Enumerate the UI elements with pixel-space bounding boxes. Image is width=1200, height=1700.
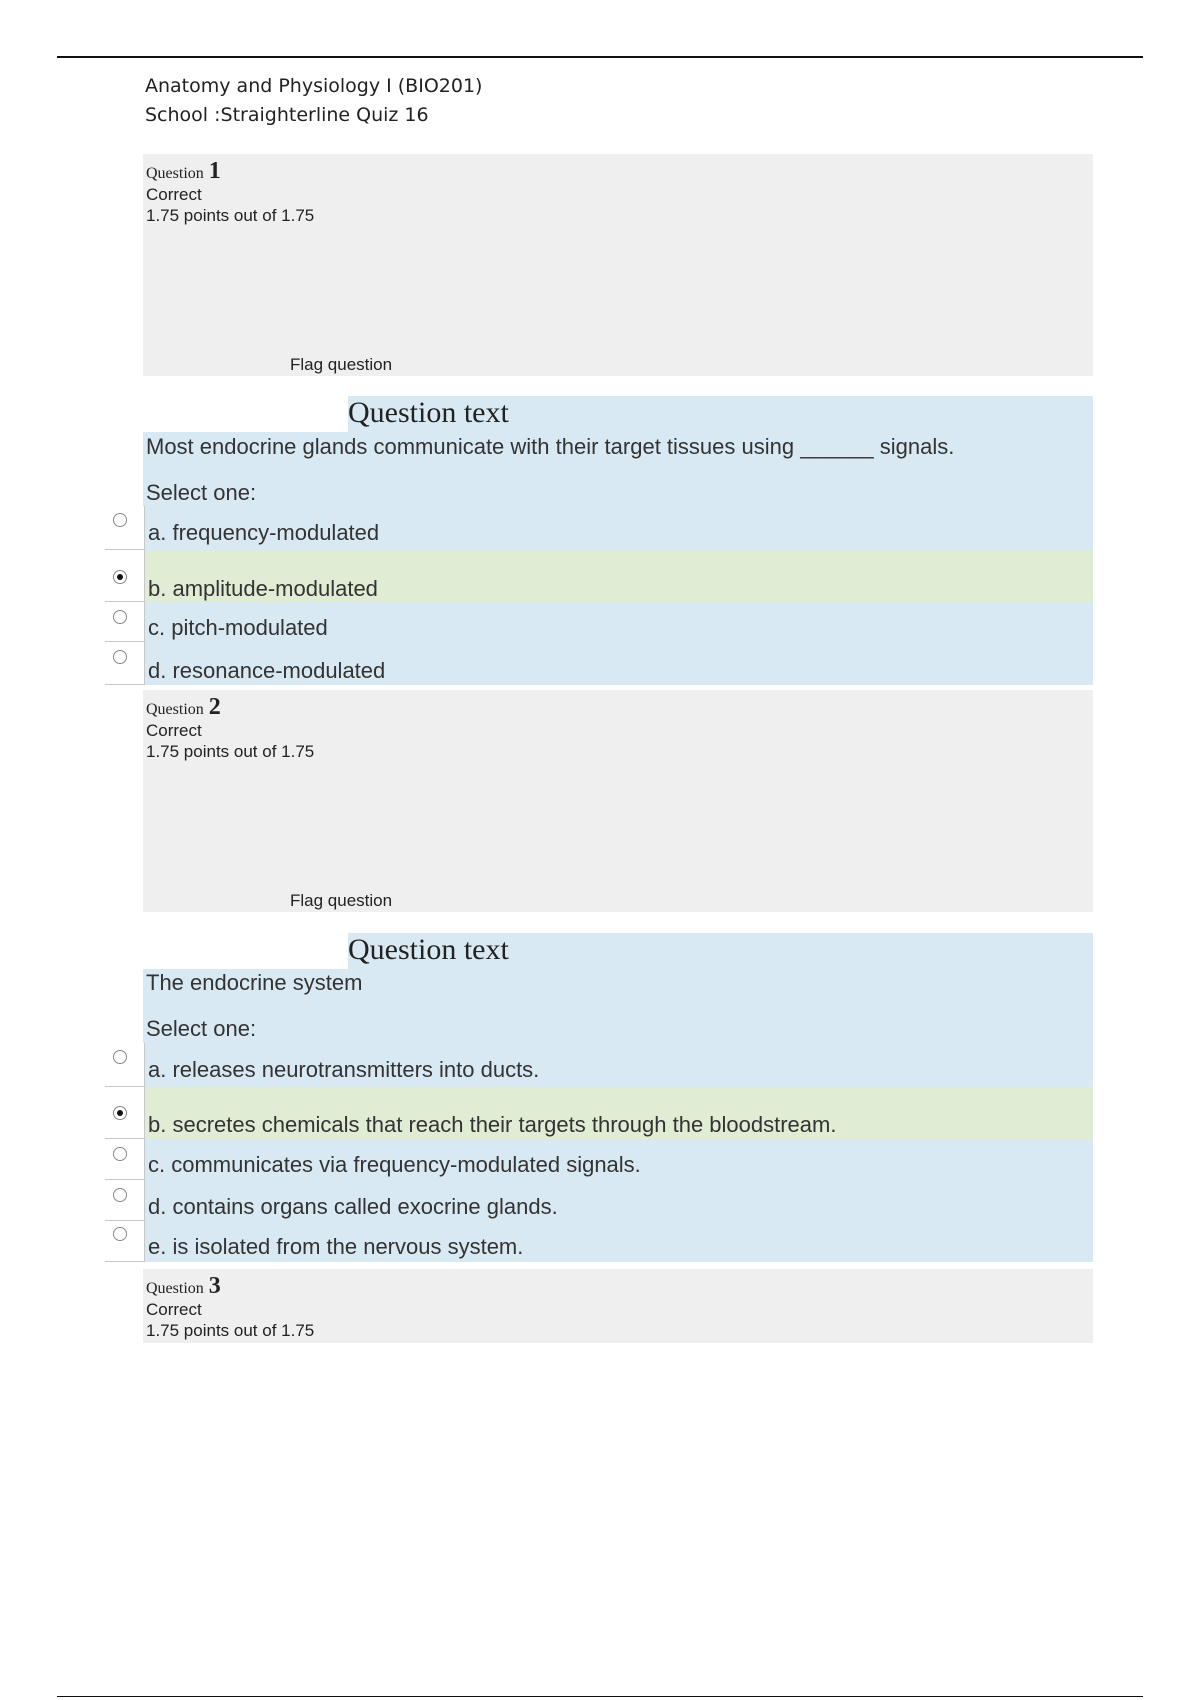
question-1-info — [143, 154, 1093, 376]
question-3-state: Correct — [146, 1300, 202, 1319]
question-number: 1 — [208, 158, 221, 184]
radio-button-checked[interactable] — [113, 570, 127, 584]
radio-button[interactable] — [113, 650, 127, 664]
answer-label: b. secretes chemicals that reach their targets through the bloodstream. — [148, 1112, 837, 1137]
radio-cell — [105, 1139, 145, 1180]
answer-option[interactable] — [105, 1221, 1093, 1262]
question-2-prompt: The endocrine system — [146, 970, 363, 995]
flag-question-link[interactable]: Flag question — [290, 355, 393, 374]
answer-label: c. communicates via frequency-modulated signals. — [148, 1152, 641, 1177]
question-3-grade: 1.75 points out of 1.75 — [146, 1321, 315, 1340]
answer-option[interactable] — [105, 1180, 1093, 1221]
answer-label: d. resonance-modulated — [148, 658, 386, 683]
answer-option[interactable] — [105, 506, 1093, 550]
answer-label: e. is isolated from the nervous system. — [148, 1234, 524, 1259]
question-1-number — [146, 158, 221, 185]
question-3-number — [146, 1273, 221, 1300]
heading-background — [143, 933, 348, 969]
radio-button[interactable] — [113, 1188, 127, 1202]
radio-button[interactable] — [113, 513, 127, 527]
answer-option[interactable] — [105, 602, 1093, 642]
document-header — [145, 72, 482, 130]
answer-label: a. releases neurotransmitters into ducts. — [148, 1057, 540, 1082]
answer-label: d. contains organs called exocrine glands. — [148, 1194, 558, 1219]
answer-label: a. frequency-modulated — [148, 520, 380, 545]
answer-option[interactable] — [105, 1043, 1093, 1087]
question-label: Question — [146, 1280, 204, 1297]
answer-option[interactable] — [105, 1139, 1093, 1180]
question-number: 3 — [208, 1273, 221, 1299]
radio-button[interactable] — [113, 1147, 127, 1161]
answer-label: c. pitch-modulated — [148, 615, 328, 640]
bottom-rule — [57, 1696, 1143, 1697]
radio-cell — [105, 506, 145, 550]
question-label: Question — [146, 165, 204, 182]
radio-button[interactable] — [113, 1050, 127, 1064]
answer-label: b. amplitude-modulated — [148, 576, 378, 601]
radio-button[interactable] — [113, 1227, 127, 1241]
radio-cell — [105, 642, 145, 685]
question-2-heading: Question text — [348, 933, 509, 966]
question-2-number — [146, 694, 221, 721]
answer-option-selected[interactable] — [105, 1087, 1093, 1139]
question-1-heading: Question text — [348, 396, 509, 429]
answer-option[interactable] — [105, 642, 1093, 685]
question-1-prompt: Most endocrine glands communicate with their target tissues using ______ signals. — [146, 434, 955, 459]
radio-cell — [105, 1221, 145, 1262]
select-one-label: Select one: — [146, 480, 257, 505]
answer-option-selected[interactable] — [105, 550, 1093, 602]
question-3-info — [143, 1269, 1093, 1343]
course-title: Anatomy and Physiology I (BIO201) — [145, 75, 483, 97]
question-2-grade: 1.75 points out of 1.75 — [146, 742, 315, 761]
question-1-grade: 1.75 points out of 1.75 — [146, 206, 315, 225]
flag-question-link[interactable]: Flag question — [290, 891, 393, 910]
select-one-label: Select one: — [146, 1016, 257, 1041]
question-number: 2 — [208, 694, 221, 720]
question-label: Question — [146, 701, 204, 718]
radio-cell — [105, 602, 145, 642]
top-rule — [57, 56, 1143, 58]
radio-button-checked[interactable] — [113, 1106, 127, 1120]
heading-background — [143, 396, 348, 432]
school-quiz-line: School :Straighterline Quiz 16 — [145, 104, 429, 126]
radio-cell — [105, 1043, 145, 1087]
question-2-info — [143, 690, 1093, 912]
radio-button[interactable] — [113, 610, 127, 624]
question-1-state: Correct — [146, 185, 202, 204]
question-2-state: Correct — [146, 721, 202, 740]
radio-cell — [105, 1180, 145, 1221]
